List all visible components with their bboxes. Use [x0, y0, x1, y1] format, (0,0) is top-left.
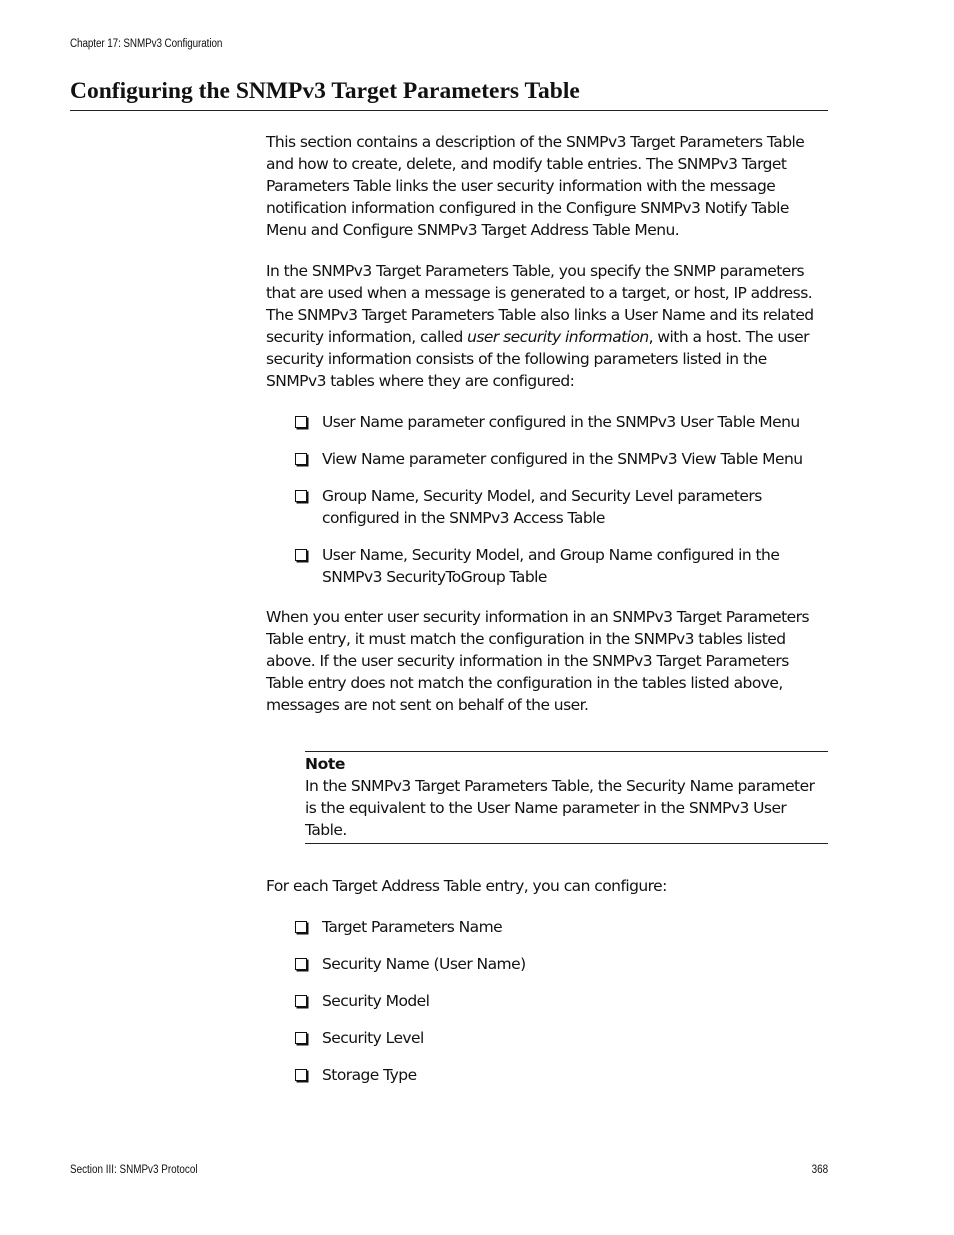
- body-column: [266, 131, 828, 1104]
- configure-intro: For each Target Address Table entry, you can configure:: [266, 877, 667, 895]
- intro-paragraph-2-text: In the SNMPv3 Target Parameters Table, you specify the SNMP parameters that are used when a message is generated to a target, or host, IP address. The SNMPv3 Target Parameters Table also links a User Name and its related security information, called: [266, 262, 814, 346]
- security-parameters-list: [266, 411, 828, 588]
- configure-list: [266, 916, 828, 1086]
- running-footer: Section III: SNMPv3 Protocol: [70, 1164, 198, 1176]
- running-header: Chapter 17: SNMPv3 Configuration: [70, 38, 223, 50]
- list-item-text: Storage Type: [322, 1066, 417, 1084]
- note-title: Note: [305, 755, 345, 773]
- checkbox-bullet-icon: [295, 921, 307, 933]
- list-item-text: Security Level: [322, 1029, 424, 1047]
- list-item-text: Security Model: [322, 992, 430, 1010]
- page-number: 368: [811, 1164, 828, 1176]
- checkbox-bullet-icon: [295, 958, 307, 970]
- list-item-text: Target Parameters Name: [322, 918, 503, 936]
- checkbox-bullet-icon: [295, 490, 307, 502]
- note-text: In the SNMPv3 Target Parameters Table, the Security Name parameter is the equivalent to the User Name parameter in the SNMPv3 User Table.: [305, 777, 815, 839]
- list-item-text: User Name, Security Model, and Group Name configured in the SNMPv3 SecurityToGroup Table: [322, 546, 780, 586]
- list-item: [266, 1064, 828, 1086]
- note-box: [305, 751, 828, 844]
- list-item: [266, 953, 828, 975]
- list-item: [266, 1027, 828, 1049]
- checkbox-bullet-icon: [295, 995, 307, 1007]
- checkbox-bullet-icon: [295, 549, 307, 561]
- list-item-text: Security Name (User Name): [322, 955, 526, 973]
- list-item: [266, 990, 828, 1012]
- list-item: [266, 916, 828, 938]
- checkbox-bullet-icon: [295, 1032, 307, 1044]
- page-title: Configuring the SNMPv3 Target Parameters Table: [70, 76, 828, 111]
- intro-paragraph-2-text-end: , with a host. The user security information consists of the following parameters listed in the SNMPv3 tables where they are configured:: [266, 328, 809, 390]
- intro-paragraph-1: This section contains a description of the SNMPv3 Target Parameters Table and how to create, delete, and modify table entries. The SNMPv3 Target Parameters Table links the user security information with the message notification information configured in the Configure SNMPv3 Notify Table Menu and Configure SNMPv3 Target Address Table Menu.: [266, 133, 805, 239]
- checkbox-bullet-icon: [295, 416, 307, 428]
- list-item: [266, 544, 828, 588]
- list-item-text: User Name parameter configured in the SNMPv3 User Table Menu: [322, 413, 800, 431]
- list-item: [266, 448, 828, 470]
- checkbox-bullet-icon: [295, 453, 307, 465]
- checkbox-bullet-icon: [295, 1069, 307, 1081]
- list-item-text: Group Name, Security Model, and Security Level parameters configured in the SNMPv3 Access Table: [322, 487, 762, 527]
- match-paragraph: When you enter user security information in an SNMPv3 Target Parameters Table entry, it must match the configuration in the SNMPv3 tables listed above. If the user security information in the SNMPv3 Target Parameters Table entry does not match the configuration in the tables listed above, messages are not sent on behalf of the user.: [266, 608, 810, 714]
- list-item-text: View Name parameter configured in the SNMPv3 View Table Menu: [322, 450, 803, 468]
- intro-paragraph-2: [266, 260, 828, 392]
- list-item: [266, 411, 828, 433]
- list-item: [266, 485, 828, 529]
- user-security-information-term: user security information: [467, 328, 649, 346]
